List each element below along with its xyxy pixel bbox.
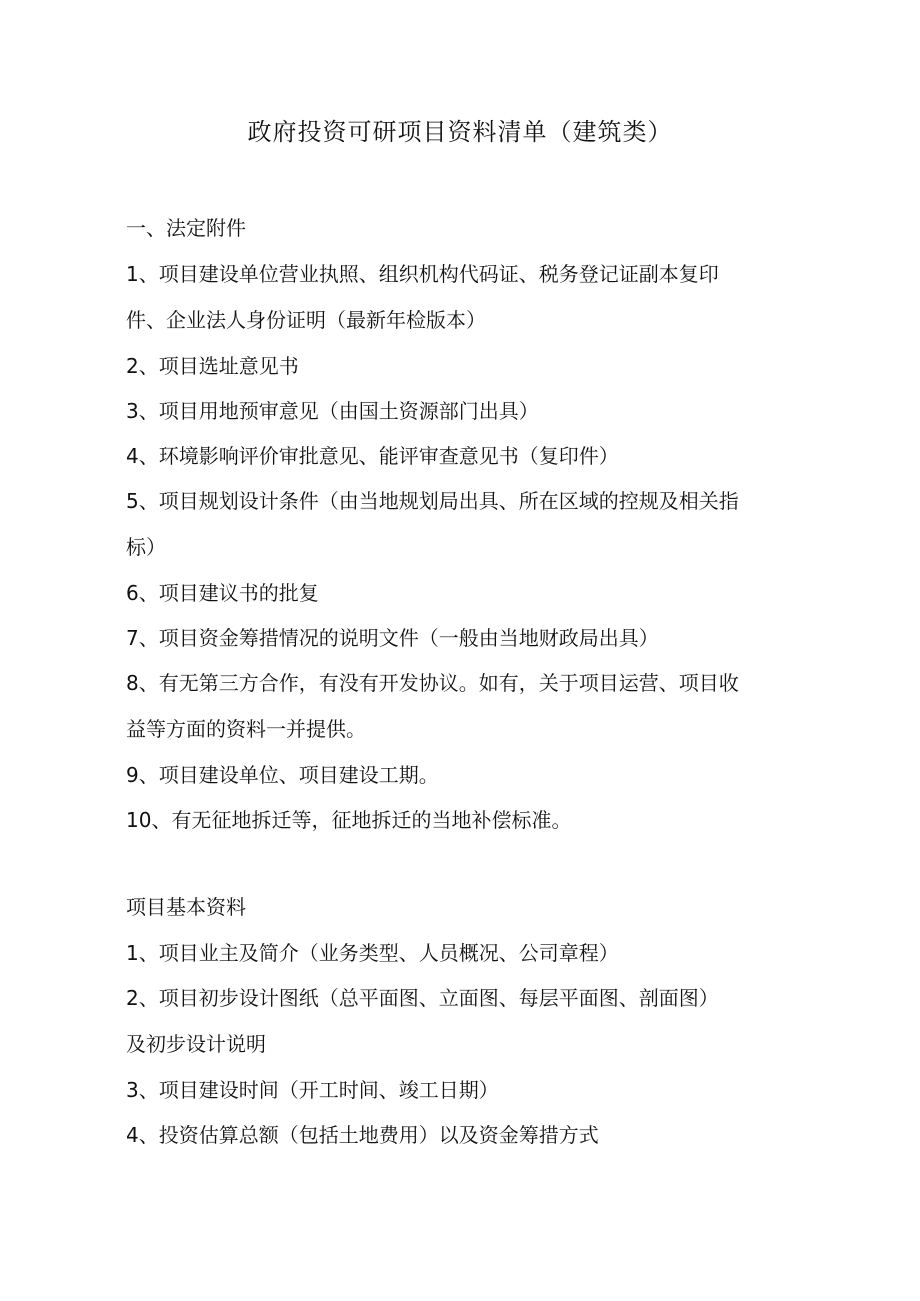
list-item — [126, 252, 794, 344]
list-item-line: 6、项目建议书的批复 — [126, 581, 319, 605]
section-list — [126, 931, 794, 1158]
list-item-line: 10、有无征地拆迁等，征地拆迁的当地补偿标准。 — [126, 808, 572, 832]
list-item — [126, 976, 794, 1068]
list-item-line: 5、项目规划设计条件（由当地规划局出具、所在区域的控规及相关指 — [126, 489, 739, 513]
list-item — [126, 434, 794, 479]
section-spacer — [126, 843, 794, 883]
section-basic-info — [126, 883, 794, 1158]
list-item-line: 益等方面的资料一并提供。 — [126, 717, 366, 741]
list-item — [126, 616, 794, 661]
list-item — [126, 1113, 794, 1158]
list-item — [126, 753, 794, 798]
list-item-line: 3、项目用地预审意见（由国土资源部门出具） — [126, 399, 539, 423]
section-list — [126, 252, 794, 843]
list-item-line: 1、项目业主及简介（业务类型、人员概况、公司章程） — [126, 941, 619, 965]
list-item-line: 及初步设计说明 — [126, 1032, 266, 1056]
list-item-line: 9、项目建设单位、项目建设工期。 — [126, 763, 439, 787]
list-item — [126, 1068, 794, 1113]
list-item-line: 2、项目选址意见书 — [126, 354, 299, 378]
list-item — [126, 661, 794, 753]
list-item-line: 标） — [126, 535, 166, 559]
document-title: 政府投资可研项目资料清单（建筑类） — [247, 118, 673, 146]
list-item — [126, 798, 794, 843]
list-item-line: 7、项目资金筹措情况的说明文件（一般由当地财政局出具） — [126, 626, 659, 650]
list-item-line: 4、投资估算总额（包括土地费用）以及资金筹措方式 — [126, 1123, 599, 1147]
list-item — [126, 571, 794, 616]
list-item-line: 4、环境影响评价审批意见、能评审查意见书（复印件） — [126, 444, 619, 468]
list-item-line: 3、项目建设时间（开工时间、竣工日期） — [126, 1078, 499, 1102]
list-item-line: 1、项目建设单位营业执照、组织机构代码证、税务登记证副本复印 — [126, 262, 719, 286]
list-item-line: 件、企业法人身份证明（最新年检版本） — [126, 308, 486, 332]
section-legal-attachments — [126, 204, 794, 843]
document-body — [126, 204, 794, 1158]
list-item-line: 2、项目初步设计图纸（总平面图、立面图、每层平面图、剖面图） — [126, 986, 719, 1010]
list-item — [126, 344, 794, 389]
list-item-line: 8、有无第三方合作，有没有开发协议。如有，关于项目运营、项目收 — [126, 671, 739, 695]
section-heading: 项目基本资料 — [126, 895, 246, 919]
list-item — [126, 479, 794, 571]
list-item — [126, 931, 794, 976]
section-heading: 一、法定附件 — [126, 216, 246, 240]
list-item — [126, 389, 794, 434]
